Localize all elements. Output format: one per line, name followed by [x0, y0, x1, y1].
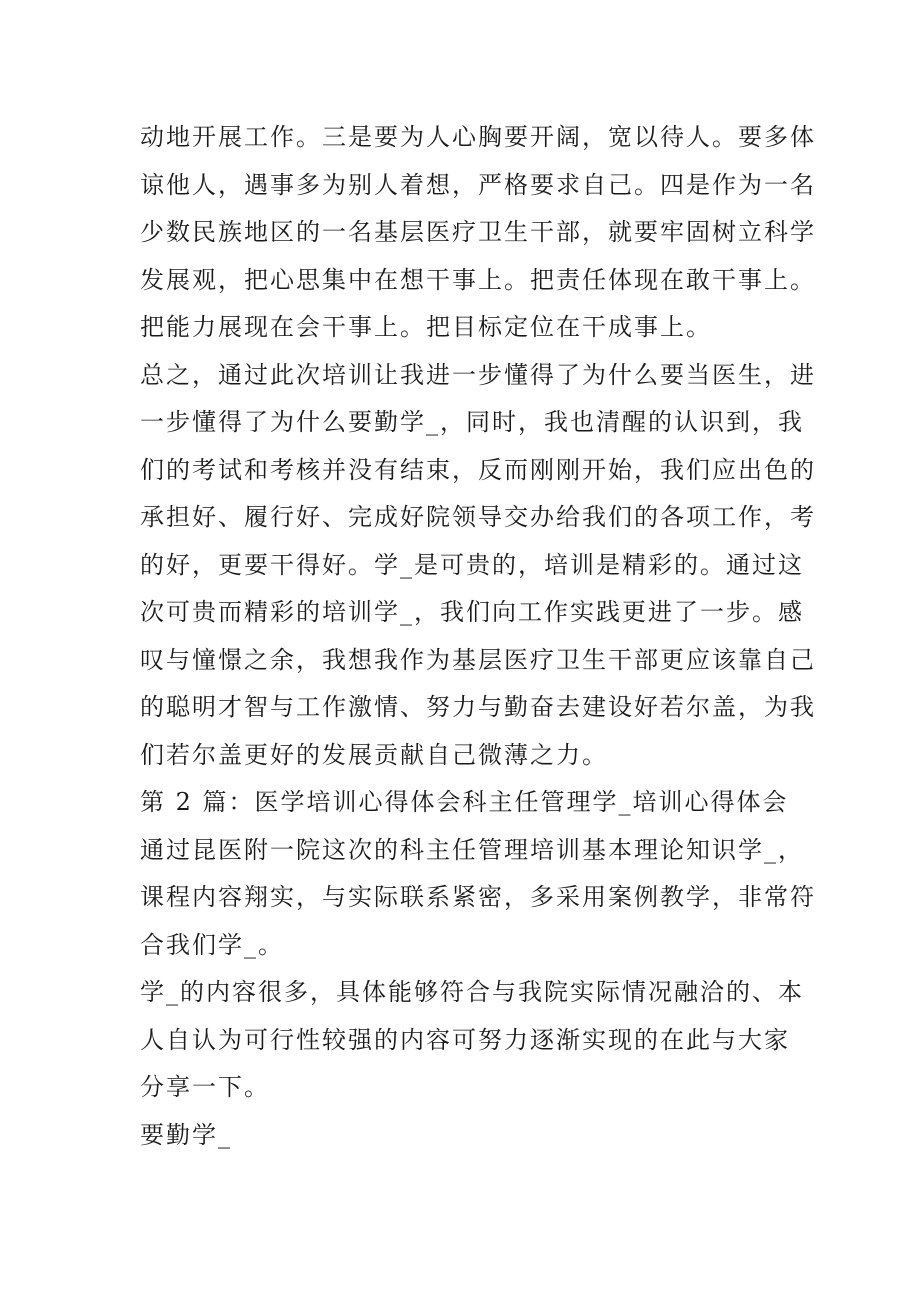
text-line: 叹与憧憬之余，我想我作为基层医疗卫生干部更应该靠自己 [140, 645, 816, 674]
text-line: 合我们学_。 [140, 930, 284, 959]
document-body [140, 114, 816, 1159]
text-line: 的聪明才智与工作激情、努力与勤奋去建设好若尔盖，为我 [140, 693, 816, 721]
text-line: 通过昆医附一院这次的科主任管理培训基本理论知识学_， [140, 835, 804, 864]
text-line: 分享一下。 [140, 1073, 270, 1101]
text-line: 学_的内容很多，具体能够符合与我院实际情况融洽的、本 [140, 978, 804, 1006]
text-line: 少数民族地区的一名基层医疗卫生干部，就要牢固树立科学 [140, 218, 816, 246]
text-line: 发展观，把心思集中在想干事上。把责任体现在敢干事上。 [140, 265, 816, 294]
text-line: 们若尔盖更好的发展贡献自己微薄之力。 [140, 740, 608, 769]
text-line: 次可贵而精彩的培训学_，我们向工作实践更进了一步。感 [140, 598, 804, 626]
text-line: 人自认为可行性较强的内容可努力逐渐实现的在此与大家 [140, 1025, 790, 1054]
section-heading: 第 2 篇：医学培训心得体会科主任管理学_培训心得体会 [140, 788, 789, 816]
text-line: 动地开展工作。三是要为人心胸要开阔，宽以待人。要多体 [140, 123, 816, 151]
text-line: 一步懂得了为什么要勤学_，同时，我也清醒的认识到，我 [140, 408, 804, 436]
text-line: 们的考试和考核并没有结束，反而刚刚开始，我们应出色的 [140, 455, 816, 484]
text-line: 要勤学_ [140, 1120, 232, 1149]
text-line: 的好，更要干得好。学_是可贵的，培训是精彩的。通过这 [140, 550, 804, 579]
text-line: 谅他人，遇事多为别人着想，严格要求自己。四是作为一名 [140, 170, 816, 199]
text-line: 承担好、履行好、完成好院领导交办给我们的各项工作，考 [140, 503, 816, 531]
text-line: 总之，通过此次培训让我进一步懂得了为什么要当医生，进 [140, 360, 816, 389]
text-line: 把能力展现在会干事上。把目标定位在干成事上。 [140, 313, 712, 341]
text-line: 课程内容翔实，与实际联系紧密，多采用案例教学，非常符 [140, 883, 816, 911]
